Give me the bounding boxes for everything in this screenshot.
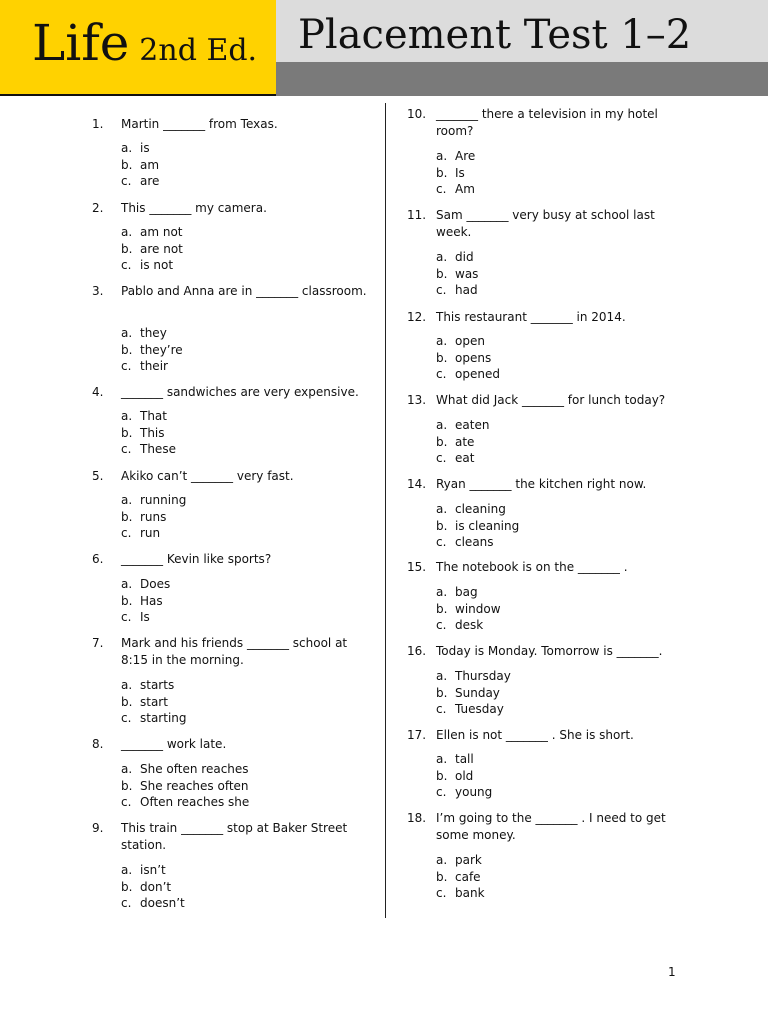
- question-text: Pablo and Anna are in _______ classroom.: [121, 284, 367, 298]
- answer-options: [121, 677, 368, 727]
- option-letter: a.: [436, 334, 448, 348]
- option-text: Is: [455, 165, 465, 180]
- option-letter: b.: [121, 509, 133, 524]
- option-letter: c.: [121, 610, 132, 624]
- option-text: Tuesday: [455, 702, 504, 716]
- answer-option[interactable]: [436, 584, 677, 601]
- option-letter: c.: [436, 785, 447, 799]
- option-letter: c.: [121, 711, 132, 725]
- option-text: young: [455, 785, 493, 799]
- answer-option[interactable]: [121, 677, 368, 694]
- option-letter: b.: [436, 518, 448, 533]
- option-letter: a.: [436, 149, 448, 163]
- option-text: did: [455, 250, 474, 264]
- option-text: window: [455, 601, 501, 616]
- brand-edition: 2nd Ed.: [139, 33, 258, 68]
- option-text: had: [455, 283, 478, 297]
- brand-logo: [32, 14, 257, 72]
- option-letter: c.: [121, 795, 132, 809]
- option-letter: a.: [436, 585, 448, 599]
- answer-option[interactable]: [121, 525, 368, 542]
- page-header: [0, 0, 768, 96]
- answer-option[interactable]: [436, 282, 677, 299]
- answer-options: [121, 140, 368, 190]
- answer-options: [436, 417, 677, 467]
- question-number: 10.: [407, 107, 427, 121]
- answer-options: [436, 148, 677, 198]
- option-text: doesn’t: [140, 896, 185, 910]
- option-text: is: [140, 141, 150, 155]
- answer-option[interactable]: [436, 869, 677, 886]
- answer-option[interactable]: [121, 879, 368, 896]
- option-letter: a.: [436, 502, 448, 516]
- option-letter: c.: [121, 526, 132, 540]
- option-letter: b.: [121, 879, 133, 894]
- option-text: is not: [140, 258, 174, 272]
- answer-option[interactable]: [436, 885, 677, 902]
- option-text: they’re: [140, 342, 183, 357]
- answer-option[interactable]: [121, 157, 368, 174]
- answer-option[interactable]: [121, 761, 368, 778]
- question-text: _______ there a television in my hotel room?: [436, 107, 658, 138]
- option-text: they: [140, 326, 167, 340]
- option-letter: a.: [436, 853, 448, 867]
- question-text: _______ sandwiches are very expensive.: [121, 385, 359, 399]
- question-text: Martin _______ from Texas.: [121, 117, 278, 131]
- option-letter: a.: [121, 141, 133, 155]
- option-text: starts: [140, 678, 175, 692]
- answer-option[interactable]: [121, 509, 368, 526]
- answer-options: [436, 668, 677, 718]
- option-text: She reaches often: [140, 778, 249, 793]
- option-letter: c.: [121, 359, 132, 373]
- answer-options: [121, 576, 368, 626]
- answer-option[interactable]: [436, 417, 677, 434]
- question-number: 2.: [92, 201, 104, 215]
- answer-option[interactable]: [436, 617, 677, 634]
- answer-option[interactable]: [121, 862, 368, 879]
- option-letter: c.: [436, 702, 447, 716]
- answer-option[interactable]: [436, 751, 677, 768]
- option-text: desk: [455, 618, 484, 632]
- option-letter: a.: [121, 762, 133, 776]
- option-text: don’t: [140, 879, 172, 894]
- option-letter: c.: [436, 886, 447, 900]
- option-text: eaten: [455, 418, 490, 432]
- option-letter: a.: [121, 863, 133, 877]
- option-text: running: [140, 493, 187, 507]
- option-letter: c.: [436, 367, 447, 381]
- option-letter: b.: [436, 601, 448, 616]
- answer-option[interactable]: [121, 609, 368, 626]
- answer-option[interactable]: [121, 140, 368, 157]
- option-text: That: [140, 409, 167, 423]
- answer-option[interactable]: [436, 350, 677, 367]
- option-text: Am: [455, 182, 475, 196]
- option-text: old: [455, 768, 474, 783]
- option-letter: a.: [436, 669, 448, 683]
- option-letter: a.: [121, 409, 133, 423]
- option-text: tall: [455, 752, 474, 766]
- answer-options: [121, 408, 368, 458]
- question-number: 1.: [92, 117, 104, 131]
- answer-option[interactable]: [436, 181, 677, 198]
- question-number: 4.: [92, 385, 104, 399]
- answer-options: [436, 852, 677, 902]
- question-number: 17.: [407, 728, 427, 742]
- answer-option[interactable]: [436, 852, 677, 869]
- option-letter: c.: [436, 618, 447, 632]
- option-letter: c.: [121, 896, 132, 910]
- option-text: ate: [455, 434, 475, 449]
- question-text: I’m going to the _______ . I need to get some money.: [436, 811, 666, 842]
- brand-name: Life: [32, 14, 130, 72]
- option-letter: c.: [121, 442, 132, 456]
- answer-option[interactable]: [121, 576, 368, 593]
- question-text: Sam _______ very busy at school last week.: [436, 208, 655, 239]
- answer-option[interactable]: [121, 694, 368, 711]
- answer-option[interactable]: [121, 425, 368, 442]
- question-number: 15.: [407, 560, 427, 574]
- answer-option[interactable]: [436, 501, 677, 518]
- answer-option[interactable]: [121, 408, 368, 425]
- option-letter: b.: [121, 157, 133, 172]
- option-text: Does: [140, 577, 171, 591]
- answer-option[interactable]: [121, 358, 368, 375]
- option-letter: b.: [436, 434, 448, 449]
- option-text: run: [140, 526, 161, 540]
- option-text: start: [140, 694, 168, 709]
- option-text: is cleaning: [455, 518, 520, 533]
- answer-option[interactable]: [436, 333, 677, 350]
- answer-option[interactable]: [436, 434, 677, 451]
- option-text: runs: [140, 509, 167, 524]
- question-number: 12.: [407, 310, 427, 324]
- answer-options: [436, 501, 677, 551]
- answer-options: [121, 761, 368, 811]
- answer-option[interactable]: [436, 601, 677, 618]
- option-text: park: [455, 853, 482, 867]
- answer-options: [121, 492, 368, 542]
- page-number: 1: [668, 965, 676, 979]
- option-letter: a.: [121, 577, 133, 591]
- question-number: 13.: [407, 393, 427, 407]
- question-text: _______ Kevin like sports?: [121, 552, 272, 566]
- answer-option[interactable]: [121, 257, 368, 274]
- option-text: opens: [455, 350, 492, 365]
- option-letter: b.: [121, 694, 133, 709]
- option-letter: c.: [436, 535, 447, 549]
- answer-option[interactable]: [121, 710, 368, 727]
- option-text: Are: [455, 149, 476, 163]
- option-letter: a.: [121, 678, 133, 692]
- answer-option[interactable]: [121, 325, 368, 342]
- brand-box: [0, 0, 276, 96]
- option-text: She often reaches: [140, 762, 249, 776]
- answer-option[interactable]: [121, 794, 368, 811]
- option-text: This: [140, 425, 165, 440]
- answer-option[interactable]: [121, 441, 368, 458]
- answer-option[interactable]: [121, 241, 368, 258]
- answer-option[interactable]: [121, 895, 368, 912]
- option-text: starting: [140, 711, 187, 725]
- option-letter: b.: [436, 768, 448, 783]
- answer-option[interactable]: [436, 165, 677, 182]
- answer-options: [121, 325, 368, 375]
- option-letter: b.: [121, 593, 133, 608]
- option-text: opened: [455, 367, 500, 381]
- option-text: cafe: [455, 869, 481, 884]
- option-letter: c.: [121, 174, 132, 188]
- option-letter: b.: [436, 685, 448, 700]
- question-number: 6.: [92, 552, 104, 566]
- option-text: isn’t: [140, 863, 166, 877]
- answer-options: [436, 584, 677, 634]
- question-text: Mark and his friends _______ school at 8:15 in the morning.: [121, 636, 348, 667]
- option-letter: a.: [121, 225, 133, 239]
- answer-option[interactable]: [121, 778, 368, 795]
- option-letter: b.: [121, 778, 133, 793]
- option-text: their: [140, 359, 168, 373]
- question-number: 9.: [92, 821, 104, 835]
- question-text: This restaurant _______ in 2014.: [436, 310, 626, 324]
- answer-option[interactable]: [121, 173, 368, 190]
- answer-option[interactable]: [121, 593, 368, 610]
- option-text: was: [455, 266, 479, 281]
- option-text: These: [140, 442, 176, 456]
- option-letter: c.: [436, 283, 447, 297]
- title-band-accent: [276, 62, 768, 96]
- question-number: 5.: [92, 469, 104, 483]
- question-text: Ryan _______ the kitchen right now.: [436, 477, 647, 491]
- question-text: _______ work late.: [121, 737, 227, 751]
- option-text: bag: [455, 585, 478, 599]
- option-letter: b.: [436, 869, 448, 884]
- question-number: 3.: [92, 284, 104, 298]
- option-text: are not: [140, 241, 183, 256]
- answer-option[interactable]: [121, 224, 368, 241]
- option-text: are: [140, 174, 160, 188]
- question-number: 14.: [407, 477, 427, 491]
- option-text: Thursday: [455, 669, 511, 683]
- question-text: Akiko can’t _______ very fast.: [121, 469, 294, 483]
- option-letter: c.: [436, 182, 447, 196]
- option-letter: a.: [436, 752, 448, 766]
- answer-options: [436, 333, 677, 383]
- question-number: 8.: [92, 737, 104, 751]
- column-divider: [385, 103, 386, 918]
- option-text: cleans: [455, 535, 494, 549]
- option-letter: b.: [436, 266, 448, 281]
- option-text: Is: [140, 610, 150, 624]
- answer-option[interactable]: [436, 518, 677, 535]
- question-text: This _______ my camera.: [121, 201, 267, 215]
- answer-option[interactable]: [436, 249, 677, 266]
- answer-option[interactable]: [436, 685, 677, 702]
- answer-options: [121, 862, 368, 912]
- question-text: Ellen is not _______ . She is short.: [436, 728, 634, 742]
- option-letter: b.: [121, 241, 133, 256]
- option-text: Has: [140, 593, 163, 608]
- option-letter: c.: [121, 258, 132, 272]
- answer-option[interactable]: [436, 266, 677, 283]
- option-text: Sunday: [455, 685, 500, 700]
- option-text: eat: [455, 451, 475, 465]
- option-letter: b.: [121, 425, 133, 440]
- answer-options: [436, 249, 677, 299]
- option-letter: c.: [436, 451, 447, 465]
- answer-option[interactable]: [436, 784, 677, 801]
- option-letter: a.: [436, 250, 448, 264]
- answer-option[interactable]: [436, 768, 677, 785]
- page-title: Placement Test 1–2: [298, 12, 692, 58]
- option-letter: b.: [436, 165, 448, 180]
- answer-option[interactable]: [436, 668, 677, 685]
- question-text: The notebook is on the _______ .: [436, 560, 628, 574]
- question-text: What did Jack _______ for lunch today?: [436, 393, 666, 407]
- option-letter: b.: [121, 342, 133, 357]
- answer-option[interactable]: [121, 342, 368, 359]
- option-letter: a.: [121, 493, 133, 507]
- option-text: Often reaches she: [140, 795, 250, 809]
- question-text: This train _______ stop at Baker Street station.: [121, 821, 348, 852]
- option-text: bank: [455, 886, 485, 900]
- question-number: 7.: [92, 636, 104, 650]
- question-number: 11.: [407, 208, 427, 222]
- answer-option[interactable]: [436, 450, 677, 467]
- option-text: open: [455, 334, 485, 348]
- answer-option[interactable]: [436, 148, 677, 165]
- option-text: am: [140, 157, 160, 172]
- question-number: 18.: [407, 811, 427, 825]
- option-letter: b.: [436, 350, 448, 365]
- question-text: Today is Monday. Tomorrow is _______.: [436, 644, 663, 658]
- answer-options: [121, 224, 368, 274]
- option-text: am not: [140, 225, 183, 239]
- option-letter: a.: [436, 418, 448, 432]
- option-text: cleaning: [455, 502, 506, 516]
- answer-option[interactable]: [436, 366, 677, 383]
- answer-option[interactable]: [121, 492, 368, 509]
- answer-option[interactable]: [436, 534, 677, 551]
- question-number: 16.: [407, 644, 427, 658]
- answer-options: [436, 751, 677, 801]
- answer-option[interactable]: [436, 701, 677, 718]
- option-letter: a.: [121, 326, 133, 340]
